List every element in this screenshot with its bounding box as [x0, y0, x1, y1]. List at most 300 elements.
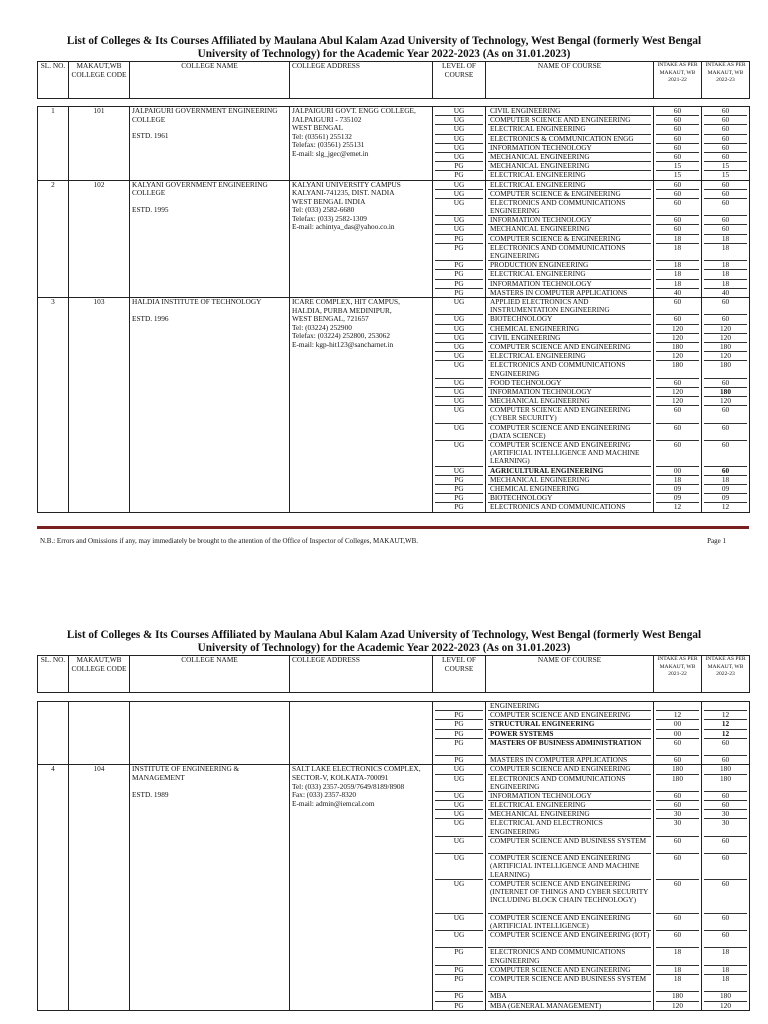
intake-2022: 180	[704, 775, 747, 792]
intake-2022: 60	[704, 406, 747, 423]
intake-2021: 30	[656, 810, 699, 819]
course-level: PG	[435, 494, 483, 503]
intake-2021: 180	[656, 343, 699, 352]
course-name: COMPUTER SCIENCE AND ENGINEERING (DATA SCIENCE)	[488, 424, 651, 441]
intake-2021: 60	[656, 837, 699, 854]
intake-2021: 60	[656, 424, 699, 441]
intake-2021: 60	[656, 880, 699, 914]
intake-2022: 60	[704, 792, 747, 801]
course-level: PG	[454, 171, 464, 180]
course-name: ELECTRONICS AND COMMUNICATIONS ENGINEERING	[488, 361, 651, 378]
course-level: UG	[435, 765, 483, 774]
college-name-cell	[130, 107, 290, 181]
course-name: COMPUTER SCIENCE AND ENGINEERING	[488, 966, 651, 975]
header-address: COLLEGE ADDRESS	[290, 62, 433, 99]
course-name: ELECTRICAL ENGINEERING	[488, 125, 651, 134]
header-level: LEVEL OF COURSE	[433, 62, 486, 99]
address-line: Telefax: (03561) 255131	[292, 140, 365, 150]
intake-2022: 60	[704, 880, 747, 914]
course-name: ELECTRICAL ENGINEERING	[490, 171, 586, 180]
header-name-p2: COLLEGE NAME	[130, 656, 290, 693]
intake-2021: 60	[656, 125, 699, 134]
address-line: Tel: (03224) 252900	[292, 322, 352, 332]
header-name: COLLEGE NAME	[130, 62, 290, 99]
intake-2022: 60	[704, 298, 747, 315]
table-header-p2	[37, 655, 750, 693]
address-line: WEST BENGAL, 721657	[292, 314, 369, 324]
intake-2022-col	[702, 107, 750, 181]
address-line: JALPAIGURI GOVT. ENGG COLLEGE, JALPAIGURI - 735102	[292, 106, 416, 124]
intake-2021: 09	[656, 494, 699, 503]
address-line: Telefax: (03224) 252800, 253062	[292, 331, 390, 341]
course-level: PG	[435, 711, 483, 720]
course-name: ELECTRONICS AND COMMUNICATIONS	[490, 503, 626, 512]
college-address-cell	[290, 107, 433, 181]
course-name: COMPUTER SCIENCE AND ENGINEERING	[488, 343, 651, 352]
course-name: ELECTRICAL ENGINEERING	[488, 352, 651, 361]
intake-2022-col	[702, 702, 750, 765]
intake-2021: 60	[656, 914, 699, 931]
college-estd: ESTD. 1996	[132, 313, 169, 323]
intake-2022: 60	[704, 739, 747, 756]
course-name: ELECTRICAL AND ELECTRONICS ENGINEERING	[488, 819, 651, 836]
address-line: Fax: (033) 2357-8320	[292, 790, 357, 800]
course-name: MECHANICAL ENGINEERING	[488, 810, 651, 819]
intake-2021: 180	[656, 765, 699, 774]
course-name-col	[486, 765, 654, 1010]
intake-2021-col	[654, 702, 702, 765]
intake-2021: 60	[656, 792, 699, 801]
intake-2022: 180	[704, 388, 747, 397]
course-level-col	[433, 765, 486, 1010]
course-level: UG	[435, 406, 483, 423]
course-level: UG	[435, 190, 483, 199]
course-name: MASTERS IN COMPUTER APPLICATIONS	[490, 756, 628, 765]
intake-2022: 18	[704, 975, 747, 992]
intake-2022: 120	[720, 1001, 731, 1010]
intake-2021: 60	[656, 298, 699, 315]
serial-number: 1	[38, 107, 69, 181]
course-level: UG	[435, 361, 483, 378]
intake-2021: 18	[656, 280, 699, 289]
intake-2021-col	[654, 180, 702, 297]
course-level: PG	[435, 261, 483, 270]
course-name: COMPUTER SCIENCE AND ENGINEERING (CYBER SECURITY)	[488, 406, 651, 423]
intake-2022: 60	[704, 801, 747, 810]
intake-2021: 18	[656, 261, 699, 270]
course-level: UG	[435, 467, 483, 476]
course-level: UG	[435, 880, 483, 914]
college-address-cell	[290, 297, 433, 512]
college-estd: ESTD. 1989	[132, 789, 169, 799]
table-header-p1	[37, 61, 750, 99]
course-level: UG	[435, 116, 483, 125]
intake-2022: 120	[704, 334, 747, 343]
intake-2022: 18	[704, 244, 747, 261]
serial-number: 2	[38, 180, 69, 297]
course-name: MASTERS OF BUSINESS ADMINISTRATION	[488, 739, 651, 756]
intake-2021: 60	[656, 931, 699, 948]
course-level-col	[433, 702, 486, 765]
intake-2022: 180	[704, 992, 747, 1001]
course-name: COMPUTER SCIENCE AND ENGINEERING	[488, 116, 651, 125]
page-2	[0, 629, 768, 655]
intake-2022: 60	[704, 190, 747, 199]
intake-2022: 60	[704, 914, 747, 931]
intake-2022: 60	[704, 116, 747, 125]
course-name: ELECTRICAL ENGINEERING	[488, 801, 651, 810]
course-name: MASTERS IN COMPUTER APPLICATIONS	[490, 288, 628, 297]
course-level: UG	[435, 334, 483, 343]
intake-2021: 60	[656, 116, 699, 125]
intake-2022: 120	[704, 397, 747, 406]
course-name: CIVIL ENGINEERING	[488, 334, 651, 343]
course-name: COMPUTER SCIENCE AND ENGINEERING (INTERNET OF THINGS AND CYBER SECURITY INCLUDING BLOCK CHAIN TECHNOLOGY)	[488, 880, 651, 914]
course-level: PG	[435, 485, 483, 494]
college-name: INSTITUTE OF ENGINEERING & MANAGEMENT	[132, 764, 240, 782]
address-line: E-mail: kgp-hit123@sancharnet.in	[292, 339, 394, 349]
college-name: HALDIA INSTITUTE OF TECHNOLOGY	[132, 297, 262, 306]
college-row	[38, 180, 750, 297]
intake-2021: 18	[656, 948, 699, 965]
intake-2021: 12	[656, 711, 699, 720]
course-name: MECHANICAL ENGINEERING	[488, 153, 651, 162]
address-line: E-mail: slg_jgec@emet.in	[292, 148, 369, 158]
intake-2022: 40	[721, 288, 730, 297]
intake-2021: 60	[673, 756, 682, 765]
intake-2021: 120	[656, 334, 699, 343]
course-level: UG	[435, 181, 483, 190]
course-level: PG	[454, 1001, 464, 1010]
course-level: UG	[435, 343, 483, 352]
title-line-1-p2: List of Colleges & Its Courses Affiliated by Maulana Abul Kalam Azad University of Technology, West Bengal (formerly West Bengal	[66, 629, 702, 641]
course-name: FOOD TECHNOLOGY	[488, 379, 651, 388]
intake-2022: 60	[704, 107, 747, 116]
intake-2022: 60	[704, 315, 747, 324]
course-name: ELECTRONICS AND COMMUNICATIONS ENGINEERING	[488, 244, 651, 261]
college-name-cell	[130, 180, 290, 297]
course-level: UG	[435, 379, 483, 388]
intake-2022: 15	[721, 171, 730, 180]
course-name: INFORMATION TECHNOLOGY	[488, 792, 651, 801]
header-intake-2021: INTAKE AS PER MAKAUT, WB 2021-22	[654, 62, 702, 99]
course-name: MECHANICAL ENGINEERING	[488, 397, 651, 406]
empty-cell	[69, 702, 130, 765]
intake-2022: 12	[704, 730, 747, 739]
intake-2021: 60	[656, 135, 699, 144]
document-title-p2	[24, 629, 744, 655]
course-level: UG	[435, 819, 483, 836]
intake-2022: 09	[704, 494, 747, 503]
intake-2021: 60	[656, 854, 699, 880]
intake-2022	[704, 702, 747, 711]
address-line: Tel: (033) 2582-6680	[292, 205, 355, 215]
intake-2021	[656, 702, 699, 711]
course-name: COMPUTER SCIENCE AND BUSINESS SYSTEM	[488, 837, 651, 854]
header-sl: SL. NO.	[38, 62, 69, 99]
intake-2022: 18	[704, 235, 747, 244]
intake-2022: 18	[704, 948, 747, 965]
intake-2022-col	[702, 765, 750, 1010]
address-line: KALYANI UNIVERSITY CAMPUS KALYANI-741235, DIST. NADIA	[292, 180, 401, 198]
intake-2022: 60	[704, 467, 747, 476]
college-address-cell	[290, 765, 433, 1010]
course-name: COMPUTER SCIENCE AND ENGINEERING (ARTIFICIAL INTELLIGENCE AND MACHINE LEARNING)	[488, 441, 651, 467]
course-level: PG	[435, 730, 483, 739]
course-name: COMPUTER SCIENCE AND ENGINEERING (ARTIFICIAL INTELLIGENCE AND MACHINE LEARNING)	[488, 854, 651, 880]
course-name: ELECTRICAL ENGINEERING	[488, 181, 651, 190]
college-row	[38, 765, 750, 1010]
intake-2022: 60	[704, 144, 747, 153]
intake-2022-col	[702, 297, 750, 512]
title-line-1: List of Colleges & Its Courses Affiliated by Maulana Abul Kalam Azad University of Technology, West Bengal (formerly West Bengal	[66, 35, 702, 47]
intake-2021: 18	[656, 966, 699, 975]
intake-2022: 60	[704, 837, 747, 854]
intake-2022: 18	[704, 966, 747, 975]
address-line: Tel: (033) 2357-2059/7649/8189/8908	[292, 781, 405, 791]
intake-2021: 60	[656, 739, 699, 756]
college-address-cell	[290, 180, 433, 297]
course-name: MECHANICAL ENGINEERING	[488, 476, 651, 485]
intake-2022: 180	[704, 361, 747, 378]
header-intake-2022-p2: INTAKE AS PER MAKAUT, WB 2022-23	[702, 656, 750, 693]
intake-2022: 180	[704, 343, 747, 352]
course-name: COMPUTER SCIENCE & ENGINEERING	[488, 190, 651, 199]
intake-2022: 60	[704, 216, 747, 225]
intake-2022: 18	[704, 280, 747, 289]
serial-number: 3	[38, 297, 69, 512]
serial-number: 4	[38, 765, 69, 1010]
intake-2021: 120	[656, 397, 699, 406]
course-level: PG	[435, 966, 483, 975]
intake-2022: 60	[704, 379, 747, 388]
course-level-col	[433, 180, 486, 297]
course-name: COMPUTER SCIENCE AND ENGINEERING (ARTIFICIAL INTELLIGENCE)	[488, 914, 651, 931]
course-level: UG	[435, 914, 483, 931]
intake-2021: 180	[656, 775, 699, 792]
intake-2021: 40	[673, 288, 682, 297]
intake-2022: 60	[704, 199, 747, 216]
intake-2021: 180	[656, 361, 699, 378]
intake-2022: 30	[704, 819, 747, 836]
address-line: WEST BENGAL	[292, 123, 344, 133]
course-name: INFORMATION TECHNOLOGY	[488, 144, 651, 153]
course-level: UG	[435, 810, 483, 819]
intake-2021: 00	[656, 730, 699, 739]
header-course-p2: NAME OF COURSE	[486, 656, 654, 693]
course-level: PG	[435, 975, 483, 992]
course-name-col	[486, 107, 654, 181]
intake-2021: 60	[656, 801, 699, 810]
intake-2022: 12	[704, 720, 747, 729]
course-name: INFORMATION TECHNOLOGY	[488, 216, 651, 225]
intake-2022: 09	[704, 485, 747, 494]
empty-cell	[38, 702, 69, 765]
course-name: ELECTRONICS AND COMMUNICATIONS ENGINEERING	[488, 948, 651, 965]
header-code-p2: MAKAUT,WB COLLEGE CODE	[69, 656, 130, 693]
course-level: PG	[435, 720, 483, 729]
header-intake-2021-p2: INTAKE AS PER MAKAUT, WB 2021-22	[654, 656, 702, 693]
course-level: UG	[435, 441, 483, 467]
intake-2021: 09	[656, 485, 699, 494]
intake-2021: 60	[656, 406, 699, 423]
intake-2021: 120	[656, 352, 699, 361]
intake-2021: 00	[656, 467, 699, 476]
course-name: STRUCTURAL ENGINEERING	[488, 720, 651, 729]
college-code: 103	[69, 297, 130, 512]
intake-2022: 60	[704, 441, 747, 467]
course-level: UG	[435, 199, 483, 216]
intake-2021: 60	[656, 225, 699, 234]
course-name: APPLIED ELECTRONICS AND INSTRUMENTATION ENGINEERING	[488, 298, 651, 315]
intake-2022: 30	[704, 810, 747, 819]
course-level: UG	[435, 125, 483, 134]
intake-2022-col	[702, 180, 750, 297]
intake-2021: 60	[656, 315, 699, 324]
intake-2021: 180	[656, 992, 699, 1001]
address-line: SALT LAKE ELECTRONICS COMPLEX, SECTOR-V, KOLKATA-700091	[292, 764, 421, 782]
college-code: 104	[69, 765, 130, 1010]
college-code: 101	[69, 107, 130, 181]
course-name: MECHANICAL ENGINEERING	[488, 225, 651, 234]
course-name: COMPUTER SCIENCE AND ENGINEERING (IOT)	[488, 931, 651, 948]
intake-2022: 12	[704, 711, 747, 720]
course-level: UG	[435, 775, 483, 792]
course-level: PG	[435, 244, 483, 261]
intake-2021: 18	[656, 270, 699, 279]
address-line: E-mail: achintya_das@yahoo.co.in	[292, 222, 395, 232]
address-line: E-mail: admin@iemcal.com	[292, 798, 375, 808]
course-level: UG	[435, 315, 483, 324]
college-row	[38, 107, 750, 181]
course-name: CHEMICAL ENGINEERING	[488, 485, 651, 494]
address-line: Tel: (03561) 255132	[292, 131, 352, 141]
course-level: UG	[435, 837, 483, 854]
course-level: UG	[435, 225, 483, 234]
course-level: UG	[435, 107, 483, 116]
intake-2022: 18	[704, 270, 747, 279]
intake-2021: 18	[656, 244, 699, 261]
intake-2022: 60	[704, 854, 747, 880]
course-name: INFORMATION TECHNOLOGY	[488, 280, 651, 289]
intake-2021: 18	[656, 476, 699, 485]
course-name: CIVIL ENGINEERING	[488, 107, 651, 116]
course-level: UG	[435, 801, 483, 810]
course-name: COMPUTER SCIENCE AND ENGINEERING	[488, 711, 651, 720]
intake-2022: 60	[704, 931, 747, 948]
intake-2021: 30	[656, 819, 699, 836]
course-level: UG	[435, 352, 483, 361]
intake-2022: 12	[721, 503, 730, 512]
course-name: MBA (GENERAL MANAGEMENT)	[490, 1001, 602, 1010]
empty-cell	[130, 702, 290, 765]
intake-2022: 15	[704, 162, 747, 171]
intake-2021: 60	[656, 190, 699, 199]
intake-2021: 15	[673, 171, 682, 180]
footnote: N.B.: Errors and Omissions if any, may immediately be brought to the attention of the Office of Inspector of Colleges, MAKAUT,WB.	[40, 537, 418, 545]
course-name-col	[486, 297, 654, 512]
course-level-col	[433, 107, 486, 181]
intake-2021: 12	[673, 503, 682, 512]
college-estd: ESTD. 1995	[132, 204, 169, 214]
intake-2022: 120	[704, 352, 747, 361]
intake-2022: 60	[704, 424, 747, 441]
course-name-col	[486, 702, 654, 765]
intake-2022: 60	[704, 225, 747, 234]
course-level: UG	[435, 931, 483, 948]
course-level: PG	[435, 235, 483, 244]
course-name: COMPUTER SCIENCE & ENGINEERING	[488, 235, 651, 244]
title-line-2: University of Technology) for the Academic Year 2022-2023 (As on 31.01.2023)	[197, 48, 571, 60]
course-level: UG	[435, 325, 483, 334]
course-level: PG	[454, 288, 464, 297]
course-name: COMPUTER SCIENCE AND ENGINEERING	[488, 765, 651, 774]
intake-2022: 18	[704, 261, 747, 270]
course-name: COMPUTER SCIENCE AND BUSINESS SYSTEM	[488, 975, 651, 992]
page-divider-bar	[37, 526, 749, 529]
course-level: PG	[435, 162, 483, 171]
intake-2022: 60	[721, 756, 730, 765]
course-level: PG	[435, 280, 483, 289]
intake-2021-col	[654, 107, 702, 181]
intake-2021: 18	[656, 235, 699, 244]
course-level: UG	[435, 153, 483, 162]
title-line-2-p2: University of Technology) for the Academic Year 2022-2023 (As on 31.01.2023)	[197, 642, 571, 654]
course-level: UG	[435, 792, 483, 801]
course-name: INFORMATION TECHNOLOGY	[488, 388, 651, 397]
course-level: PG	[435, 948, 483, 965]
header-course: NAME OF COURSE	[486, 62, 654, 99]
course-level: PG	[454, 503, 464, 512]
college-name-cell	[130, 765, 290, 1010]
course-name: MECHANICAL ENGINEERING	[488, 162, 651, 171]
course-name: AGRICULTURAL ENGINEERING	[488, 467, 651, 476]
header-intake-2022: INTAKE AS PER MAKAUT, WB 2022-23	[702, 62, 750, 99]
intake-2021: 120	[672, 1001, 683, 1010]
course-name: CHEMICAL ENGINEERING	[488, 325, 651, 334]
intake-2022: 60	[704, 135, 747, 144]
course-level: PG	[435, 739, 483, 756]
course-level: PG	[454, 756, 464, 765]
course-level: UG	[435, 397, 483, 406]
course-level-col	[433, 297, 486, 512]
college-row	[38, 297, 750, 512]
intake-2021: 60	[656, 181, 699, 190]
college-estd: ESTD. 1961	[132, 131, 169, 141]
intake-2021: 120	[656, 325, 699, 334]
course-level: UG	[435, 216, 483, 225]
address-line: ICARE COMPLEX, HIT CAMPUS, HALDIA, PURBA MEDINIPUR,	[292, 297, 400, 315]
continued-row	[38, 702, 750, 765]
intake-2021: 60	[656, 107, 699, 116]
page-1	[0, 35, 768, 61]
intake-2021: 60	[656, 379, 699, 388]
college-name-cell	[130, 297, 290, 512]
intake-2021: 120	[656, 388, 699, 397]
intake-2021-col	[654, 297, 702, 512]
empty-cell	[290, 702, 433, 765]
intake-2021: 15	[656, 162, 699, 171]
intake-2021: 18	[656, 975, 699, 992]
intake-2022: 18	[704, 476, 747, 485]
intake-2021: 00	[656, 720, 699, 729]
intake-2021: 60	[656, 199, 699, 216]
course-level: PG	[435, 270, 483, 279]
course-name: ELECTRONICS AND COMMUNICATIONS ENGINEERING	[488, 199, 651, 216]
college-code: 102	[69, 180, 130, 297]
table-body-p2	[37, 701, 750, 1011]
address-line: WEST BENGAL INDIA	[292, 196, 366, 206]
